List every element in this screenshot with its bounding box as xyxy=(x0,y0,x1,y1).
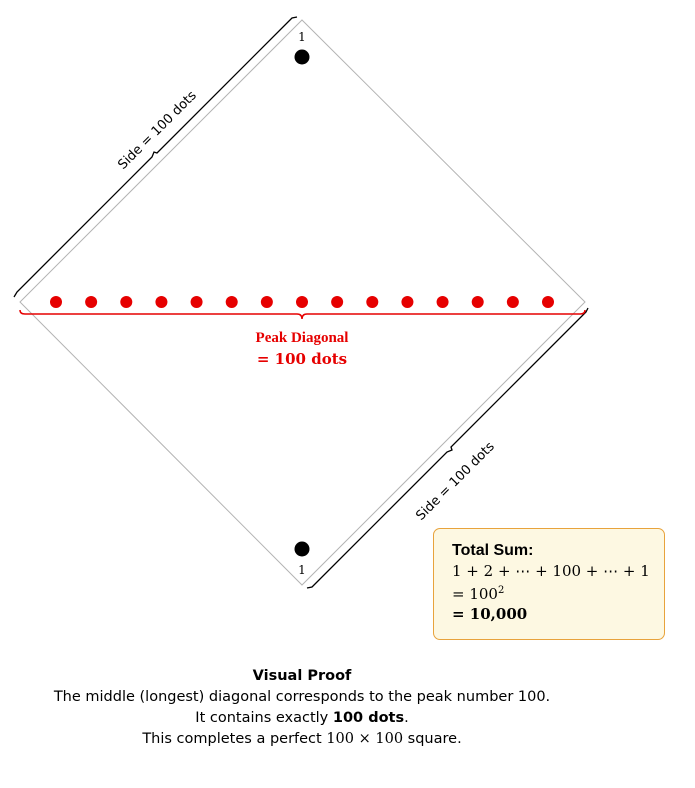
total-sum-series: 1 + 2 + ⋯ + 100 + ⋯ + 1 xyxy=(452,562,650,580)
peak-dot xyxy=(261,296,273,308)
upper-side-label: Side = 100 dots xyxy=(115,88,200,173)
total-sum-title: Total Sum: xyxy=(452,542,534,559)
peak-dot xyxy=(120,296,132,308)
caption xyxy=(0,666,604,750)
caption-line2-prefix: It contains exactly xyxy=(195,710,333,726)
peak-dot xyxy=(472,296,484,308)
total-sum-square xyxy=(452,581,664,604)
caption-line1: The middle (longest) diagonal corresponds to the peak number 100. xyxy=(53,689,551,705)
bottom-vertex-dot xyxy=(295,542,310,557)
peak-dot xyxy=(401,296,413,308)
peak-dot xyxy=(50,296,62,308)
total-sum-result: = 10,000 xyxy=(452,605,528,623)
peak-dot xyxy=(437,296,449,308)
caption-line3 xyxy=(0,729,604,750)
caption-line3-math: 100 × 100 xyxy=(326,731,404,747)
peak-dot xyxy=(191,296,203,308)
caption-line3-prefix: This completes a perfect xyxy=(142,731,327,747)
top-vertex-label: 1 xyxy=(298,30,306,44)
upper-side-brace xyxy=(14,17,297,297)
total-sum-box xyxy=(433,528,665,640)
peak-dot xyxy=(85,296,97,308)
peak-dot xyxy=(226,296,238,308)
peak-dot xyxy=(155,296,167,308)
peak-label-line2: = 100 dots xyxy=(256,350,348,368)
caption-line2 xyxy=(0,708,604,729)
peak-diagonal-dots xyxy=(50,296,554,308)
bottom-vertex-label: 1 xyxy=(298,563,306,577)
peak-dot xyxy=(296,296,308,308)
peak-dot xyxy=(507,296,519,308)
peak-dot xyxy=(366,296,378,308)
caption-line2-suffix: . xyxy=(404,710,409,726)
total-sum-square-exponent: 2 xyxy=(497,585,505,596)
peak-dot xyxy=(542,296,554,308)
total-sum-square-base: = 100 xyxy=(452,585,498,603)
peak-diagonal-brace xyxy=(20,310,585,319)
peak-dot xyxy=(331,296,343,308)
caption-line3-suffix: square. xyxy=(403,731,462,747)
top-vertex-dot xyxy=(295,50,310,65)
caption-line2-bold: 100 dots xyxy=(332,710,405,726)
lower-side-label: Side = 100 dots xyxy=(413,439,498,524)
peak-label-line1: Peak Diagonal xyxy=(255,330,349,346)
caption-title: Visual Proof xyxy=(252,668,352,684)
